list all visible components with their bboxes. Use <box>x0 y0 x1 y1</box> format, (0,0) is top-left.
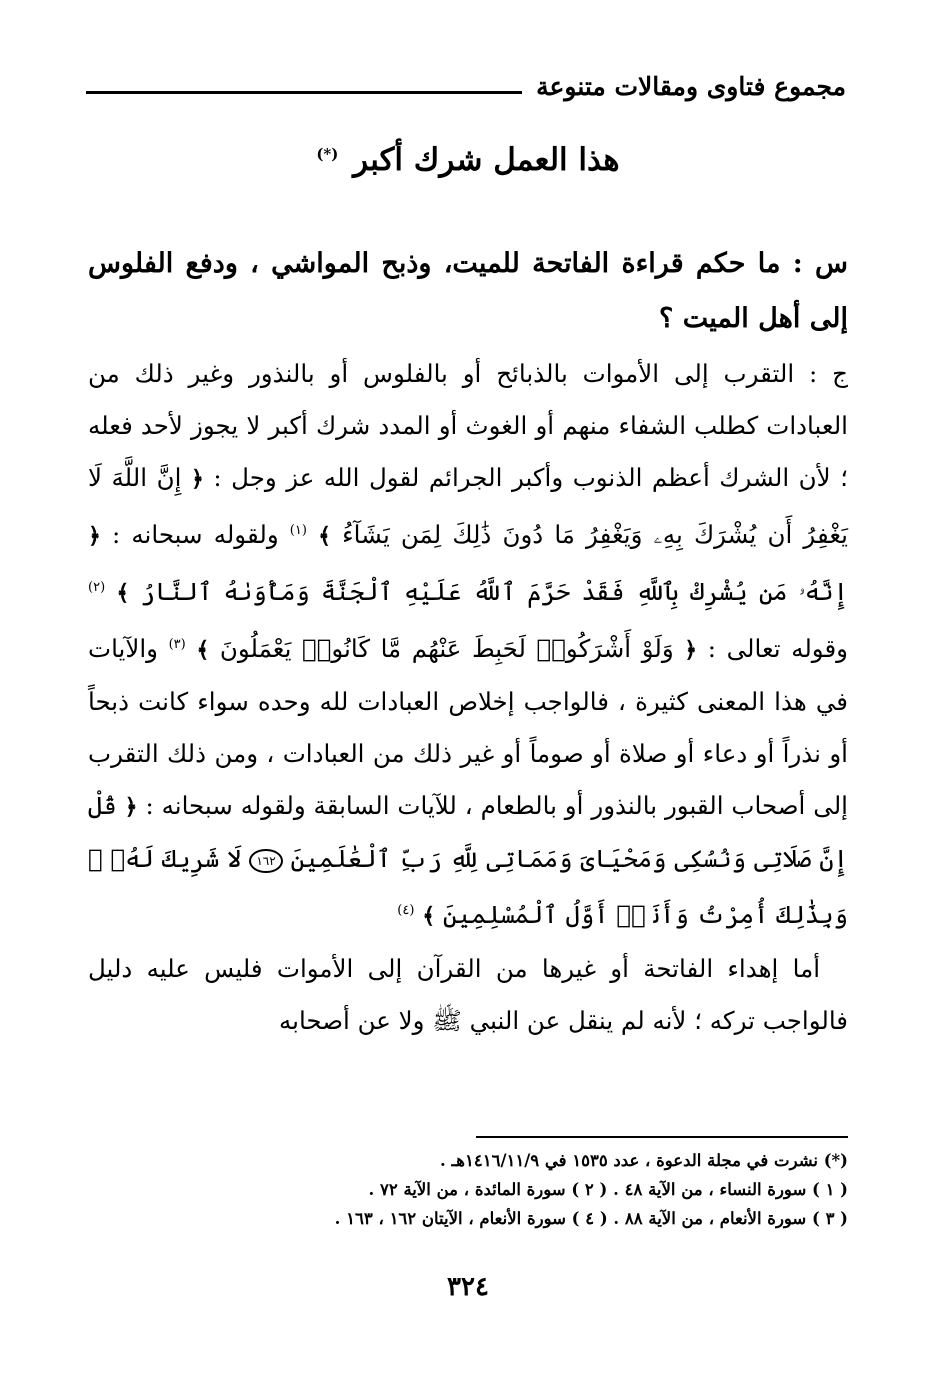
footnotes <box>88 1146 848 1233</box>
ornate-bracket-open-icon: ﴿ <box>190 466 204 492</box>
ornate-bracket-close-icon: ﴾ <box>422 903 436 930</box>
running-head-rule <box>86 91 522 94</box>
answer-lead-3: وقوله تعالى : <box>707 634 849 664</box>
ornate-bracket-close-icon: ﴾ <box>116 580 130 607</box>
ornate-bracket-open-icon: ﴿ <box>684 637 698 664</box>
ornate-bracket-open-icon: ﴿ <box>124 794 138 821</box>
chapter-title <box>0 142 936 178</box>
footnote-line: ( ٣ ) سورة الأنعام ، من الآية ٨٨ . ( ٤ ) سورة الأنعام ، الآيتان ١٦٢ ، ١٦٣ . <box>334 1209 848 1228</box>
body-text <box>88 236 848 1047</box>
closing-paragraph: أما إهداء الفاتحة أو غيرها من القرآن إلى الأموات فليس عليه دليل فالواجب تركه ؛ لأنه لم ينقل عن النبي ﷺ ولا عن أصحابه <box>88 953 848 1035</box>
ornate-bracket-close-icon: ﴾ <box>318 523 331 550</box>
answer-lead-2: ولقوله سبحانه : <box>112 520 279 550</box>
footnote-separator <box>476 1136 848 1138</box>
ayah-nisa-48: إِنَّ اللَّهَ لَا يَغْفِرُ أَن يُشْرَكَ بِهِۦ وَيَغْفِرُ مَا دُونَ ذَٰلِكَ لِمَن يَشَآءُ <box>88 463 848 550</box>
answer-intro: ج : التقرب إلى الأموات بالذبائح أو بالفلوس أو بالنذور وغير ذلك من العبادات كطلب الشفاء منهم أو الغوث أو المدد شرك أكبر لا يجوز لأحد فعله ؛ لأن الشرك أعظم الذنوب وأكبر الجرائم لقول الله عز وجل : <box>88 359 848 492</box>
footnote-ref-3: (٣) <box>168 637 186 653</box>
footnote-ref-1: (١) <box>289 523 307 538</box>
running-head <box>86 72 846 101</box>
footnote-line: ( ١ ) سورة النساء ، من الآية ٤٨ . ( ٢ ) سورة المائدة ، من الآية ٧٢ . <box>368 1180 848 1199</box>
footnote-line: (*) نشرت في مجلة الدعوة ، عدد ١٥٣٥ في ١٤١٦/١١/٩هـ . <box>439 1151 848 1170</box>
footnote-ref-2: (٢) <box>88 580 106 596</box>
ayah-maidah-72: إِنَّهُۥ مَن يُشْرِكْ بِٱللَّهِ فَقَدْ حَرَّمَ ٱللَّهُ عَلَيْهِ ٱلْجَنَّةَ وَمَأْوَىٰهُ ٱلنَّارُ <box>140 577 849 607</box>
footnote-ref-4: (٤) <box>397 903 415 919</box>
page-number: ٣٢٤ <box>447 1272 489 1302</box>
ornate-bracket-open-icon: ﴿ <box>88 523 101 550</box>
answer-paragraph <box>88 348 848 943</box>
answer-middle: والآيات في هذا المعنى كثيرة ، فالواجب إخلاص العبادات لله وحده سواء كانت ذبحاً أو نذراً أو دعاء أو صلاة أو صوماً أو غير ذلك من العبادات ، ومن ذلك التقرب إلى أصحاب القبور بالنذور أو بالطعام ، للآيات السابقة ولقوله سبحانه : <box>88 634 848 821</box>
ayah-anam-163: لَا شَرِيكَ لَهُۥ ۖ وَبِذَٰلِكَ أُمِرْتُ وَأَنَا۠ أَوَّلُ ٱلْمُسْلِمِينَ <box>88 844 848 930</box>
ayah-anam-162: قُلْ إِنَّ صَلَاتِى وَنُسُكِى وَمَحْيَاىَ وَمَمَاتِى لِلَّهِ رَبِّ ٱلْعَٰلَمِينَ <box>88 791 848 874</box>
chapter-title-text: هذا العمل شرك أكبر <box>353 142 620 178</box>
ornate-bracket-close-icon: ﴾ <box>196 637 210 664</box>
question-paragraph: س : ما حكم قراءة الفاتحة للميت، وذبح المواشي ، ودفع الفلوس إلى أهل الميت ؟ <box>88 248 848 334</box>
ayah-anam-88: وَلَوْ أَشْرَكُوا۟ لَحَبِطَ عَنْهُم مَّا كَانُوا۟ يَعْمَلُونَ <box>219 634 674 664</box>
chapter-note-marker: (*) <box>316 144 339 163</box>
ayah-number-marker: ١٦٢ <box>249 849 282 873</box>
running-head-title: مجموع فتاوى ومقالات متنوعة <box>536 72 846 101</box>
